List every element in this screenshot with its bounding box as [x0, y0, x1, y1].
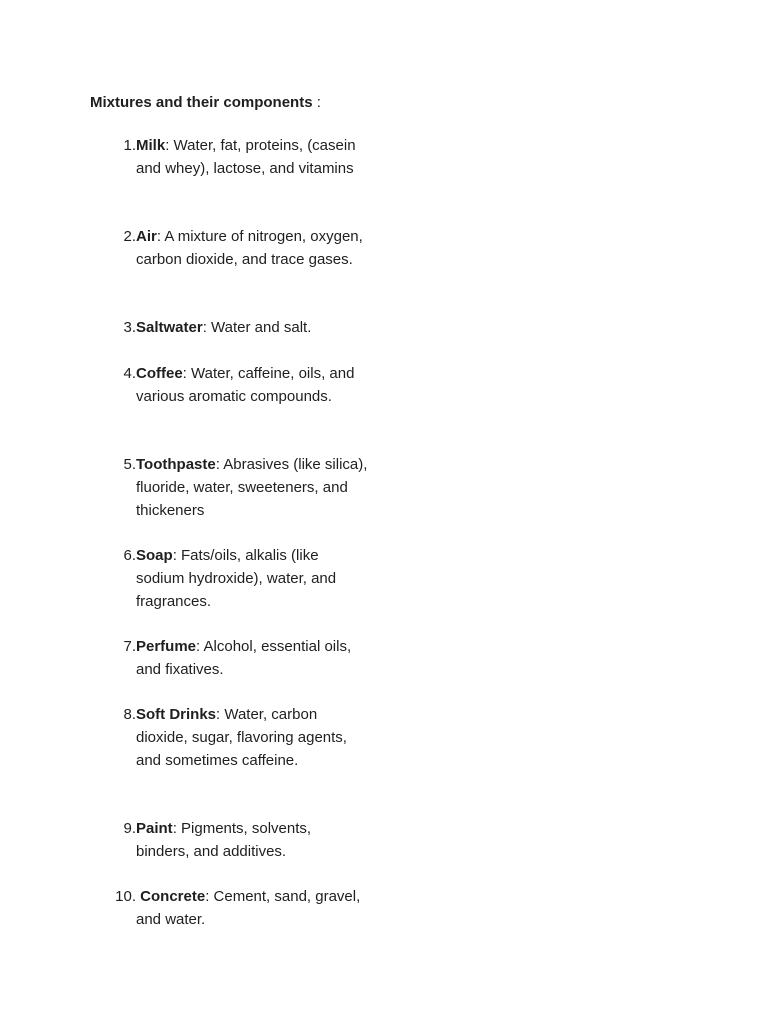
- heading-title: Mixtures and their components: [90, 94, 313, 111]
- list-item-text: [136, 317, 368, 340]
- list-item-text: [136, 454, 368, 522]
- list-item-text: [136, 886, 368, 932]
- list-item-text: [136, 545, 368, 613]
- list-item-number: 4.: [123, 365, 136, 382]
- list-item-description: : Fats/oils, alkalis (like sodium hydroxide), water, and fragrances.: [136, 547, 337, 610]
- list-item-name: Paint: [136, 820, 173, 837]
- list-item-number: 10.: [115, 888, 136, 905]
- list-item-description: : A mixture of nitrogen, oxygen, carbon dioxide, and trace gases.: [136, 228, 363, 268]
- list-item-description: : Water, fat, proteins, (casein and whey), lactose, and vitamins: [136, 137, 356, 177]
- heading-suffix: :: [312, 94, 321, 111]
- list-item-text: [136, 818, 368, 864]
- list-item-description: : Alcohol, essential oils, and fixatives.: [136, 638, 352, 678]
- list-item-name: Milk: [136, 137, 166, 154]
- list-item-number: 8.: [123, 706, 136, 723]
- list-item-name: Toothpaste: [136, 456, 216, 473]
- list-item-text: [136, 226, 368, 272]
- list-item-name: Soft Drinks: [136, 706, 217, 723]
- list-item-description: : Pigments, solvents, binders, and additives.: [136, 820, 312, 860]
- list-item-number: 9.: [123, 820, 136, 837]
- list-item-number: 3.: [123, 319, 136, 336]
- list-item-name: Perfume: [136, 638, 197, 655]
- list-item-name: Soap: [136, 547, 173, 564]
- list-item-name: Air: [136, 228, 157, 245]
- list-item-name: Concrete: [140, 888, 206, 905]
- list-item-number: 2.: [123, 228, 136, 245]
- list-item-description: : Water and salt.: [202, 319, 312, 336]
- list-item-name: Coffee: [136, 365, 183, 382]
- list-item-description: : Abrasives (like silica), fluoride, water, sweeteners, and thickeners: [136, 456, 368, 519]
- list-item-description: : Cement, sand, gravel, and water.: [136, 888, 361, 928]
- document-heading: [90, 92, 321, 114]
- list-item-text: [136, 636, 368, 682]
- list-item-number: 5.: [123, 456, 136, 473]
- list-item-text: [136, 704, 368, 772]
- list-item-number: 1.: [123, 137, 136, 154]
- list-item-name: Saltwater: [136, 319, 203, 336]
- list-item-number: 6.: [123, 547, 136, 564]
- list-item-number: 7.: [123, 638, 136, 655]
- list-item-text: [136, 363, 368, 409]
- list-item-text: [136, 135, 368, 181]
- list-item-description: : Water, caffeine, oils, and various aromatic compounds.: [136, 365, 355, 405]
- list-item-description: : Water, carbon dioxide, sugar, flavoring agents, and sometimes caffeine.: [136, 706, 347, 769]
